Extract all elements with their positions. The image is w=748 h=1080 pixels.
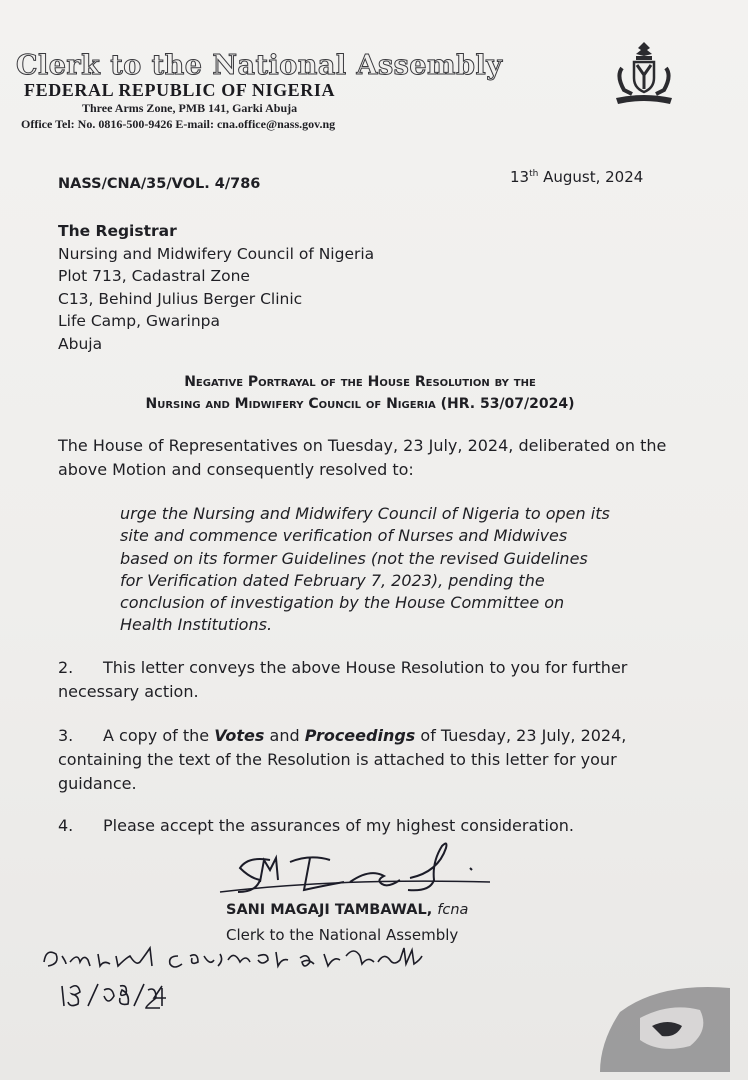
paragraph-number: 2.	[58, 658, 74, 677]
handwritten-date-icon	[58, 978, 168, 1010]
paragraph-number: 3.	[58, 726, 74, 745]
subject-line-2: Nursing and Midwifery Council of Nigeria (HR. 53/07/2024)	[145, 396, 575, 412]
addressee-line: C13, Behind Julius Berger Clinic	[58, 289, 303, 308]
paragraph-3: 3. A copy of the Votes and Proceedings of Tuesday, 23 July, 2024, containing the text of the Resolution is attached to this letter for your guidance.	[58, 726, 627, 793]
subject-heading	[100, 371, 620, 415]
paragraph-4: 4. Please accept the assurances of my highest consideration.	[58, 814, 668, 838]
addressee-line: Plot 713, Cadastral Zone	[58, 267, 250, 285]
coat-of-arms-icon	[608, 38, 680, 110]
letterhead-country: FEDERAL REPUBLIC OF NIGERIA	[24, 80, 336, 100]
addressee-title: The Registrar	[58, 222, 177, 240]
paragraph-2: 2. This letter conveys the above House Resolution to you for further necessary action.	[58, 658, 628, 701]
addressee-line: Abuja	[58, 334, 103, 353]
signatory-title: Clerk to the National Assembly	[226, 926, 459, 944]
paragraph-number: 4.	[58, 816, 74, 835]
letterhead-address: Three Arms Zone, PMB 141, Garki Abuja	[82, 101, 298, 115]
letter-date: 13th August, 2024	[510, 168, 644, 186]
subject-line-1: Negative Portrayal of the House Resolution by the	[184, 374, 536, 390]
handwritten-note-icon	[38, 942, 458, 976]
stamp-icon	[590, 972, 730, 1072]
letterhead-contact: Office Tel: No. 0816-500-9426 E-mail: cna.office@nass.gov.ng	[21, 117, 336, 131]
reference-number: NASS/CNA/35/VOL. 4/786	[58, 176, 261, 192]
signatory-name: SANI MAGAJI TAMBAWAL, fcna	[226, 902, 469, 918]
addressee-line: Nursing and Midwifery Council of Nigeria	[58, 244, 375, 263]
resolution-quote: urge the Nursing and Midwifery Council of Nigeria to open its site and commence verification of Nurses and Midwives based on its former Guidelines (not the revised Guidelines for Verification dated February 7, 2023), pending the conclusion of investigation by the House Committee on Health Institutions.	[120, 504, 610, 635]
letterhead-title: Clerk to the National Assembly	[16, 50, 503, 81]
paragraph-1: The House of Representatives on Tuesday, 23 July, 2024, deliberated on the above Motion and consequently resolved to:	[58, 436, 667, 479]
addressee-line: Life Camp, Gwarinpa	[58, 312, 221, 330]
addressee-block	[58, 220, 374, 355]
